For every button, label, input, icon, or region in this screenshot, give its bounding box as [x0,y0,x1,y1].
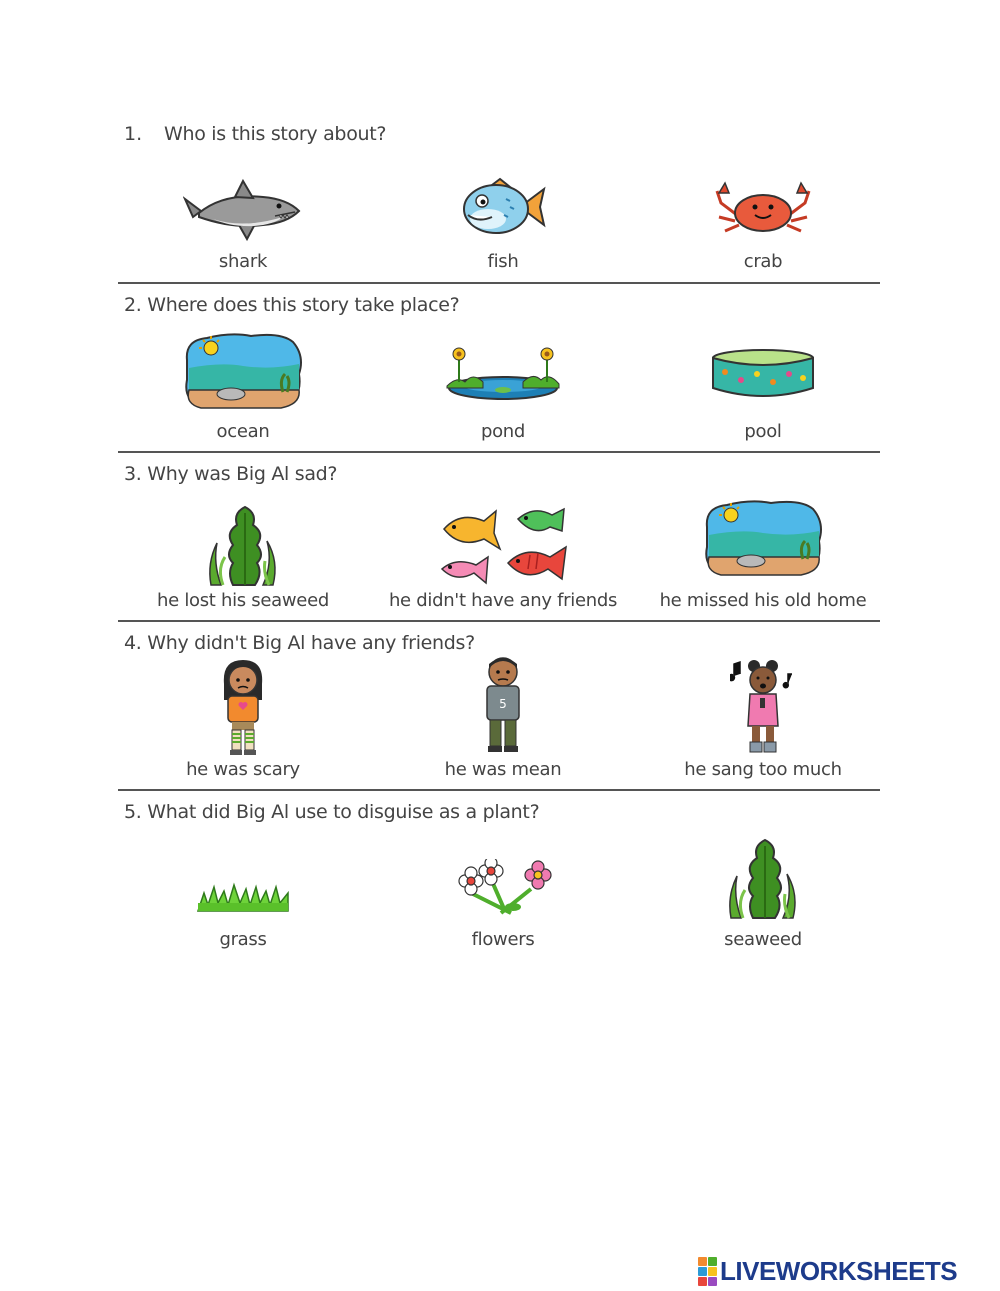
ocean-icon [181,330,305,414]
option-flowers[interactable] [373,859,633,917]
option-label: he lost his seaweed [157,590,329,611]
option-label: shark [218,251,268,272]
logo-blocks-icon [698,1257,717,1286]
grass-icon [196,879,290,913]
option-he-didnt-have-any-friends[interactable] [373,503,633,587]
option-he-was-scary[interactable] [113,658,373,756]
question-5-section [118,791,880,961]
fish-icon [458,177,548,239]
question-2-text: 2. Where does this story take place? [124,294,460,316]
option-fish[interactable] [373,177,633,239]
question-1-number: 1. [124,123,143,145]
fish-group-icon [438,503,568,587]
option-label: he was mean [444,759,562,780]
question-3-section [118,453,880,622]
option-he-sang-too-much[interactable] [633,658,893,754]
option-label: he didn't have any friends [388,590,618,611]
option-grass[interactable] [113,879,373,913]
boy-icon [479,654,527,754]
question-1-text: Who is this story about? [164,123,387,145]
option-he-was-mean[interactable] [373,654,633,754]
option-label: he sang too much [684,759,842,780]
svg-text:5: 5 [499,697,507,711]
option-he-lost-his-seaweed[interactable] [113,503,373,587]
scared-girl-icon [218,658,268,756]
option-he-missed-his-old-home[interactable] [633,497,893,581]
question-4-section [118,622,880,791]
question-5-text: 5. What did Big Al use to disguise as a plant? [124,801,540,823]
option-label: pond [480,421,526,442]
shark-icon [183,177,303,243]
question-2-section [118,284,880,453]
option-label: crab [743,251,783,272]
flowers-icon [451,859,555,917]
logo-text: LIVEWORKSHEETS [720,1255,958,1286]
crab-icon [715,181,811,237]
option-label: pool [744,421,782,442]
question-4-text: 4. Why didn't Big Al have any friends? [124,632,475,654]
seaweed-icon [203,503,283,587]
seaweed-icon [723,835,803,921]
singing-girl-icon [730,658,796,754]
option-label: he missed his old home [659,590,867,611]
option-pond[interactable] [373,342,633,402]
question-1-section [118,115,880,284]
option-pool[interactable] [633,348,893,402]
pool-icon [711,348,815,402]
option-shark[interactable] [113,177,373,243]
question-3-text: 3. Why was Big Al sad? [124,463,338,485]
ocean-icon [701,497,825,581]
option-label: grass [219,929,267,950]
option-label: seaweed [724,929,802,950]
liveworksheets-logo[interactable] [698,1256,994,1286]
option-crab[interactable] [633,181,893,237]
option-ocean[interactable] [113,330,373,414]
option-label: fish [487,251,519,272]
option-label: ocean [216,421,270,442]
option-label: flowers [471,929,535,950]
pond-icon [443,342,563,402]
option-seaweed[interactable] [633,835,893,921]
option-label: he was scary [186,759,300,780]
